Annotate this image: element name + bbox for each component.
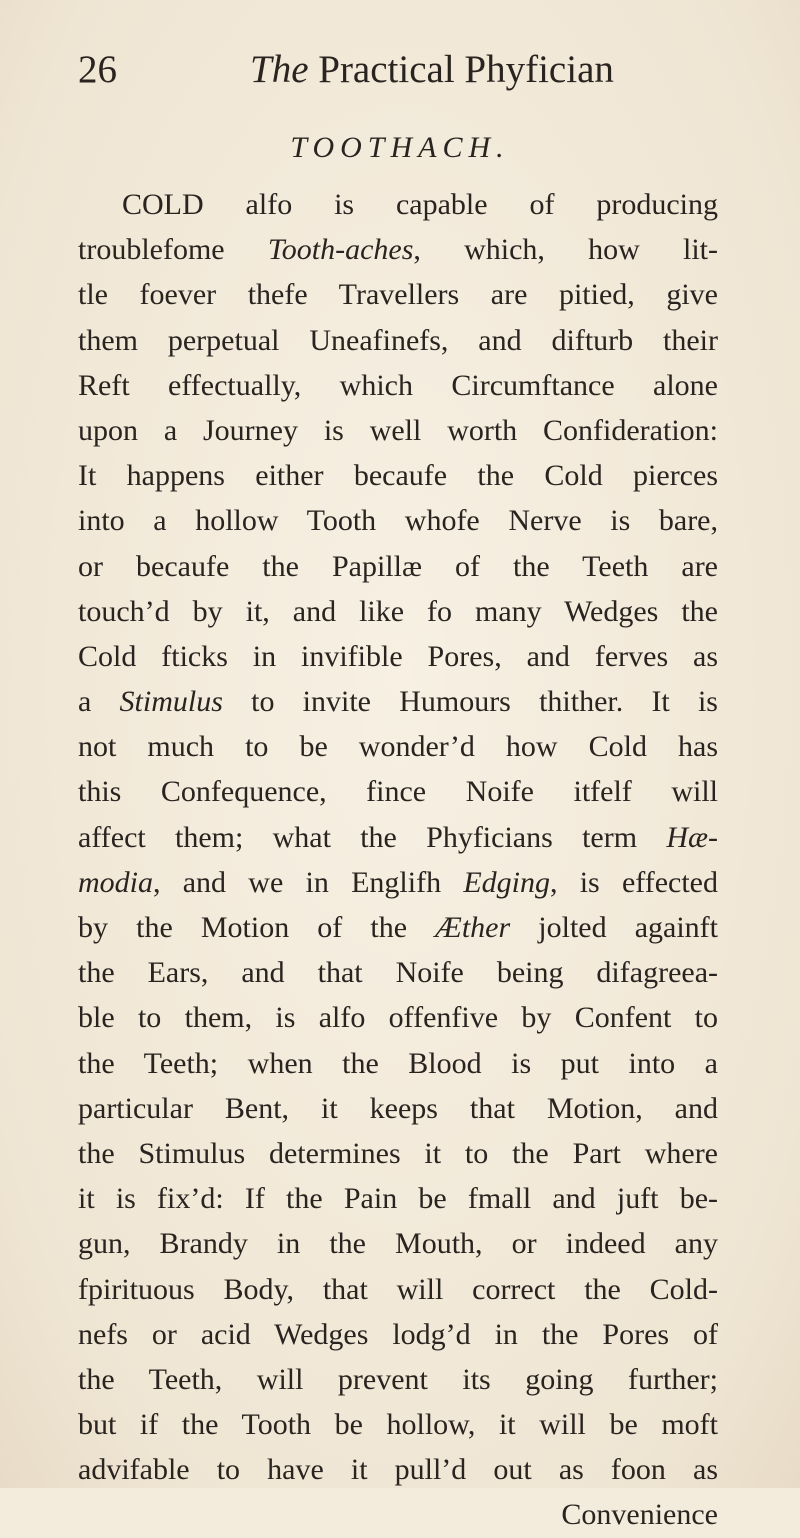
text-line [78, 1041, 718, 1086]
text-line [78, 634, 718, 679]
text-segment: the Stimulus determines it to the Part where [78, 1136, 718, 1170]
text-line [78, 724, 718, 769]
text-segment: , and we in Englifh [153, 865, 464, 899]
body-text [78, 182, 718, 1538]
text-segment: troublefome [78, 233, 268, 267]
text-segment: it is fix’d: If the Pain be fmall and juft be- [78, 1182, 718, 1216]
text-segment: affect them; what the Phyficians term [78, 820, 667, 854]
text-line [78, 589, 718, 634]
text-line [78, 1131, 718, 1176]
text-segment: It happens either becaufe the Cold pierces [78, 459, 718, 493]
text-segment: the Ears, and that Noife being difagreea- [78, 956, 718, 990]
text-line [78, 453, 718, 498]
text-segment: advifable to have it pull’d out as foon as [78, 1453, 718, 1487]
text-line [78, 272, 718, 317]
text-segment: gun, Brandy in the Mouth, or indeed any [78, 1227, 718, 1261]
text-segment: but if the Tooth be hollow, it will be moft [78, 1408, 718, 1442]
section-title: TOOTHACH. [290, 131, 510, 164]
text-line [78, 1267, 718, 1312]
page-number: 26 [78, 48, 117, 91]
text-line [78, 1086, 718, 1131]
text-segment: fpirituous Body, that will correct the Cold- [78, 1272, 718, 1306]
running-head [78, 38, 718, 102]
text-segment: tle foever thefe Travellers are pitied, give [78, 278, 718, 312]
italic-segment: Stimulus [119, 685, 223, 719]
text-line [78, 995, 718, 1040]
text-segment: COLD alfo is capable of producing [122, 188, 718, 221]
text-segment: the Teeth, will prevent its going further; [78, 1362, 718, 1396]
text-line [78, 544, 718, 589]
text-line [78, 950, 718, 995]
italic-segment: modia [78, 865, 153, 899]
text-line [78, 860, 718, 905]
text-line [78, 679, 718, 724]
text-line [78, 1221, 718, 1266]
text-segment: jolted againft [510, 911, 718, 944]
running-title [250, 38, 614, 102]
text-line [78, 769, 718, 814]
text-segment: particular Bent, it keeps that Motion, and [78, 1091, 718, 1125]
text-segment: nefs or acid Wedges lodg’d in the Pores of [78, 1317, 718, 1351]
text-segment: , which, how lit- [413, 233, 718, 267]
text-line [78, 182, 718, 227]
text-line [78, 1357, 718, 1402]
running-title-rest: Practical Phyfician [318, 48, 614, 91]
text-line [78, 408, 718, 453]
italic-segment: Æther [435, 911, 511, 944]
text-segment: by the Motion of the [78, 911, 436, 944]
text-segment: , is effected [549, 865, 719, 899]
italic-segment: Tooth-aches [267, 233, 414, 267]
text-line [78, 905, 718, 950]
text-segment: Cold fticks in invifible Pores, and ferves as [78, 639, 718, 673]
text-segment: or becaufe the Papillæ of the Teeth are [78, 549, 718, 583]
text-line [78, 227, 718, 272]
text-segment: ble to them, is alfo offenfive by Confent to [78, 1001, 718, 1035]
text-segment: them perpetual Uneafinefs, and difturb their [78, 323, 718, 357]
text-segment: this Confequence, fince Noife itfelf will [78, 775, 718, 809]
text-line [78, 1176, 718, 1221]
italic-segment: Edging [463, 865, 550, 899]
text-segment: to invite Humours thither. It is [222, 685, 718, 719]
text-segment: a [78, 685, 120, 719]
text-segment: Reft effectually, which Circumftance alone [78, 368, 718, 402]
text-segment: not much to be wonder’d how Cold has [78, 730, 718, 764]
text-line [78, 1402, 718, 1447]
text-line [78, 1447, 718, 1492]
text-line [78, 363, 718, 408]
text-line [78, 1312, 718, 1357]
text-segment: the Teeth; when the Blood is put into a [78, 1046, 718, 1080]
text-segment: touch’d by it, and like fo many Wedges the [78, 594, 718, 628]
text-line [78, 815, 718, 860]
text-segment: upon a Journey is well worth Confideration: [78, 413, 718, 447]
text-line [78, 498, 718, 543]
italic-segment: Hæ- [666, 820, 718, 854]
running-title-italic: The [250, 48, 309, 91]
text-segment: Convenience [561, 1498, 718, 1532]
text-line [78, 1492, 718, 1537]
text-segment: into a hollow Tooth whofe Nerve is bare, [78, 504, 718, 538]
text-line [78, 318, 718, 363]
